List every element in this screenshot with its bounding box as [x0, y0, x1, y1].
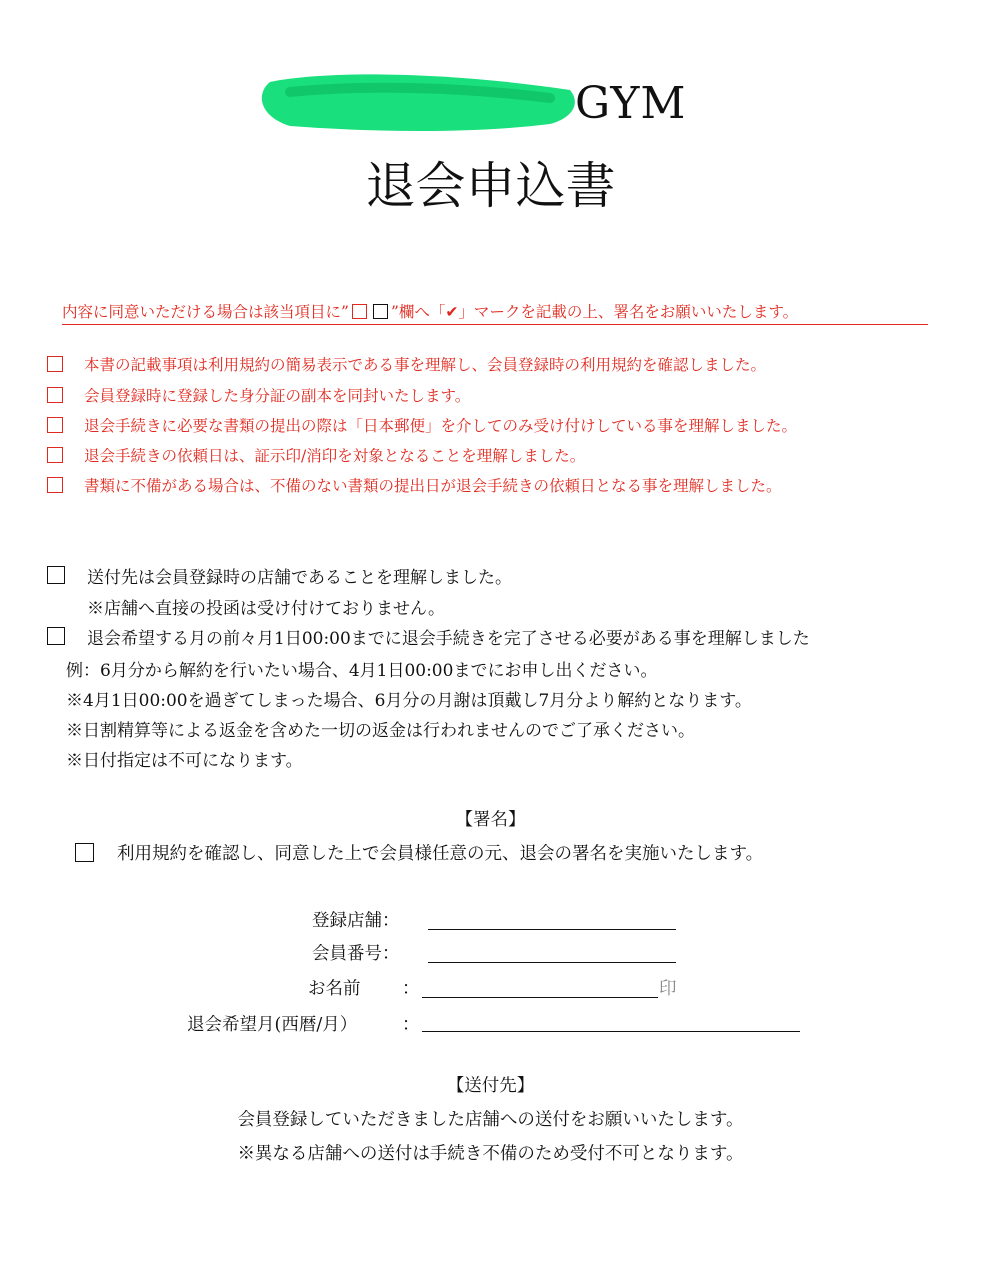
- seal-mark: 印: [659, 979, 677, 999]
- black-checkbox-1[interactable]: [47, 566, 65, 584]
- store-input-line[interactable]: [428, 929, 676, 930]
- instruction-black-box-icon: [373, 304, 388, 319]
- black-checkbox-2[interactable]: [47, 627, 65, 645]
- red-checkbox-2[interactable]: [47, 387, 63, 403]
- red-item-3: 退会手続きに必要な書類の提出の際は「日本郵便」を介してのみ受け付けしている事を理解しました。: [84, 417, 798, 435]
- destination-line-1: 会員登録していただきました店舗への送付をお願いいたします。: [237, 1110, 744, 1130]
- red-checkbox-5[interactable]: [47, 477, 63, 493]
- gym-name-suffix: GYM: [575, 78, 687, 129]
- black-item-1: 送付先は会員登録時の店舗であることを理解しました。: [87, 568, 512, 588]
- red-item-5: 書類に不備がある場合は、不備のない書類の提出日が退会手続きの依頼日となる事を理解しました。: [84, 477, 782, 495]
- black-item-1-note: ※店舗へ直接の投函は受け付けておりません。: [87, 599, 446, 619]
- red-checkbox-1[interactable]: [47, 356, 63, 372]
- destination-heading: 【送付先】: [446, 1076, 535, 1096]
- instruction-before: 内容に同意いただける場合は該当項目に”: [62, 303, 349, 321]
- red-item-2: 会員登録時に登録した身分証の副本を同封いたします。: [84, 387, 471, 405]
- red-item-4: 退会手続きの依頼日は、証示印/消印を対象となることを理解しました。: [84, 447, 586, 465]
- store-label: 登録店舗：: [312, 911, 400, 931]
- instruction-end: 」マークを記載の上、署名をお願いいたします。: [458, 303, 799, 321]
- cancel-month-label: 退会希望月(西暦/月）: [187, 1015, 358, 1035]
- red-item-1: 本書の記載事項は利用規約の簡易表示である事を理解し、会員登録時の利用規約を確認しました。: [84, 356, 767, 374]
- signature-agree-text: 利用規約を確認し、同意した上で会員様任意の元、退会の署名を実施いたします。: [117, 844, 764, 864]
- instruction-red-box-icon: [352, 304, 367, 319]
- red-checkbox-3[interactable]: [47, 417, 63, 433]
- black-item-2-note-4: ※日付指定は不可になります。: [66, 751, 303, 771]
- black-item-2-note-1: 例：6月分から解約を行いたい場合、4月1日00:00までにお申し出ください。: [66, 661, 658, 681]
- signature-heading: 【署名】: [455, 810, 526, 830]
- name-label: お名前: [308, 979, 361, 999]
- check-mark-icon: ✔: [445, 303, 459, 321]
- cancel-month-input-line[interactable]: [422, 1031, 800, 1032]
- page-title: 退会申込書: [365, 157, 616, 215]
- redaction-mark: [250, 62, 590, 142]
- name-input-line[interactable]: [422, 997, 658, 998]
- signature-checkbox[interactable]: [75, 843, 94, 862]
- destination-line-2: ※異なる店舗への送付は手続き不備のため受付不可となります。: [237, 1144, 744, 1164]
- instruction-line: [62, 300, 928, 325]
- red-checkbox-4[interactable]: [47, 447, 63, 463]
- name-colon: ：: [402, 979, 420, 999]
- member-number-label: 会員番号：: [312, 944, 400, 964]
- black-item-2: 退会希望する月の前々月1日00:00までに退会手続きを完了させる必要がある事を理解しました: [87, 629, 810, 649]
- instruction-after: ”欄へ「: [390, 303, 446, 321]
- cancel-month-colon: ：: [402, 1015, 420, 1035]
- member-number-input-line[interactable]: [428, 962, 676, 963]
- black-item-2-note-2: ※4月1日00:00を過ぎてしまった場合、6月分の月謝は頂戴し7月分より解約となります。: [66, 691, 752, 711]
- black-item-2-note-3: ※日割精算等による返金を含めた一切の返金は行われませんのでご了承ください。: [66, 721, 695, 741]
